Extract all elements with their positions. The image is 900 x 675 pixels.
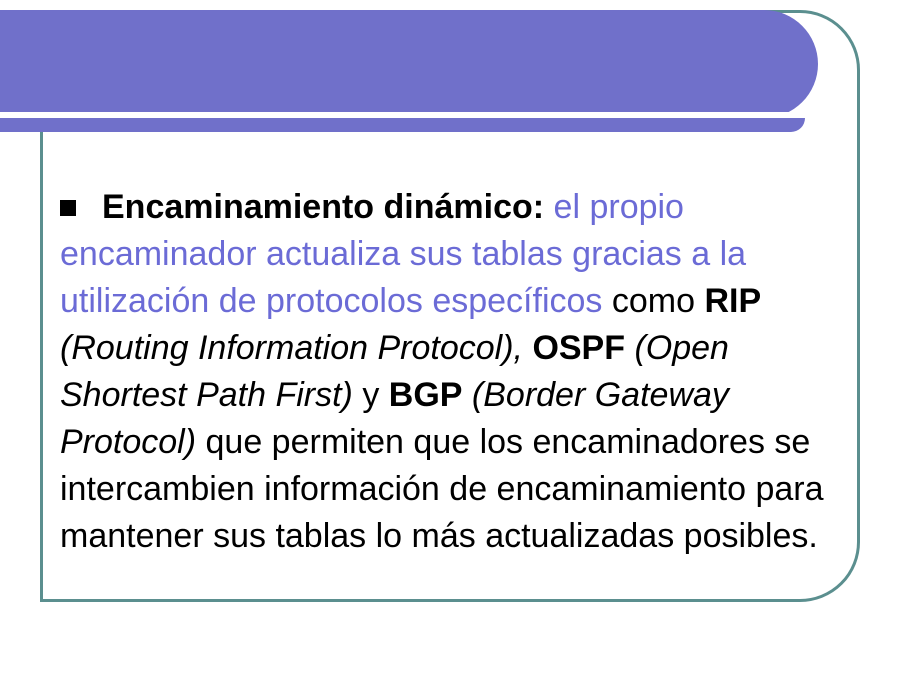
- bullet-segment-1: RIP: [704, 282, 762, 320]
- slide-header-band: [0, 10, 818, 118]
- bullet-segment-6: y: [352, 376, 389, 414]
- bullet-segment-9: que permiten que los encaminadores se intercambien información de encaminamiento para mantener sus tablas lo más actualizadas posibles.: [60, 423, 824, 555]
- bullet-accent-text-value: el propio encaminador actualiza sus tablas gracias a la utilización de protocolos específicos: [60, 188, 747, 320]
- header-foot-strip: [0, 118, 805, 132]
- bullet-lead-label: Encaminamiento dinámico:: [102, 188, 545, 226]
- slide-body: [60, 150, 840, 594]
- bullet-segment-5: (Open Shortest Path First): [60, 329, 729, 414]
- bullet-segment-7: BGP: [388, 376, 463, 414]
- bullet-segment-0: como: [602, 282, 705, 320]
- bullet-item: [60, 184, 840, 560]
- bullet-segment-8: (Border Gateway Protocol): [60, 376, 729, 461]
- bullet-text: [60, 184, 840, 560]
- square-bullet-icon: [60, 200, 76, 216]
- bullet-segment-2: (Routing Information Protocol),: [60, 329, 523, 367]
- bullet-segment-4: OSPF: [532, 329, 626, 367]
